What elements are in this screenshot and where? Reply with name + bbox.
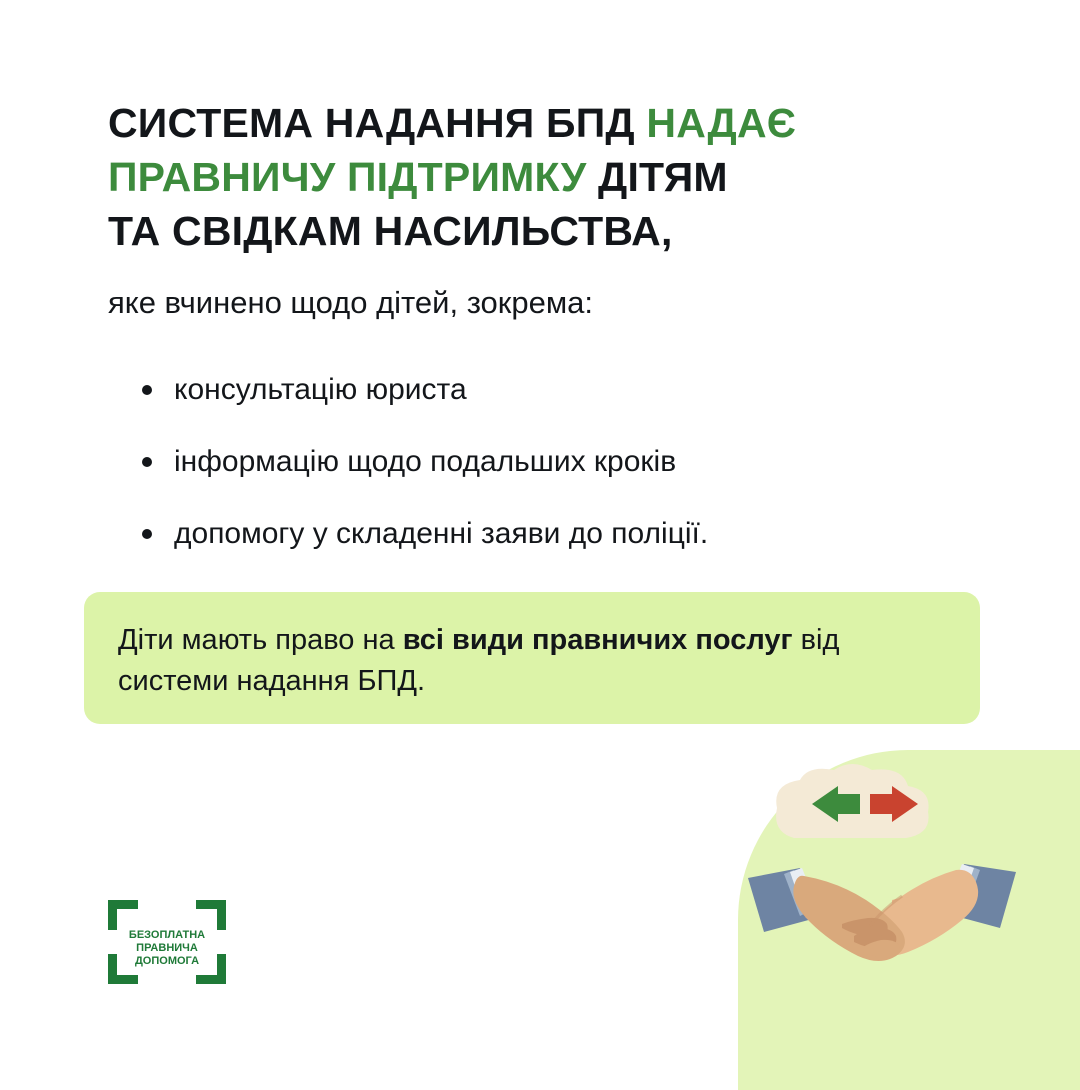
- headline-segment: ТА СВІДКАМ НАСИЛЬСТВА,: [108, 208, 673, 255]
- note-segment: Діти мають право на: [118, 624, 403, 656]
- logo-line-1: БЕЗОПЛАТНА: [128, 929, 206, 941]
- note-segment: від системи надання БПД.: [118, 624, 840, 698]
- headline-line-2: [108, 150, 988, 204]
- services-list: [136, 372, 996, 552]
- note-segment-bold: всі види правничих послуг: [402, 624, 793, 656]
- bullet-dot-icon: [142, 457, 152, 467]
- list-item-label: допомогу у складенні заяви до поліції.: [174, 517, 709, 550]
- logo-line-3: ДОПОМОГА: [134, 955, 200, 967]
- list-item: [136, 444, 996, 480]
- list-item: [136, 516, 996, 552]
- headline-line-1: [108, 96, 988, 150]
- headline-segment-accent: ПРАВНИЧУ ПІДТРИМКУ: [108, 154, 587, 201]
- list-item: [136, 372, 996, 408]
- page-subtitle: яке вчинено щодо дітей, зокрема:: [108, 285, 594, 320]
- page-title: [108, 96, 988, 258]
- bullet-dot-icon: [142, 385, 152, 395]
- list-item-label: консультацію юриста: [174, 373, 467, 406]
- logo: [108, 900, 226, 984]
- headline-segment-accent: НАДАЄ: [646, 100, 797, 146]
- logo-line-2: ПРАВНИЧА: [136, 942, 198, 954]
- bullet-dot-icon: [142, 529, 152, 539]
- highlight-note-text: [118, 620, 946, 702]
- headline-line-3: [108, 204, 988, 258]
- highlight-note: [84, 592, 980, 724]
- headline-segment: ДІТЯМ: [586, 154, 728, 201]
- headline-segment: СИСТЕМА НАДАННЯ БПД: [108, 100, 647, 146]
- handshake-with-arrows-illustration: [742, 760, 1022, 1010]
- list-item-label: інформацію щодо подальших кроків: [174, 445, 677, 478]
